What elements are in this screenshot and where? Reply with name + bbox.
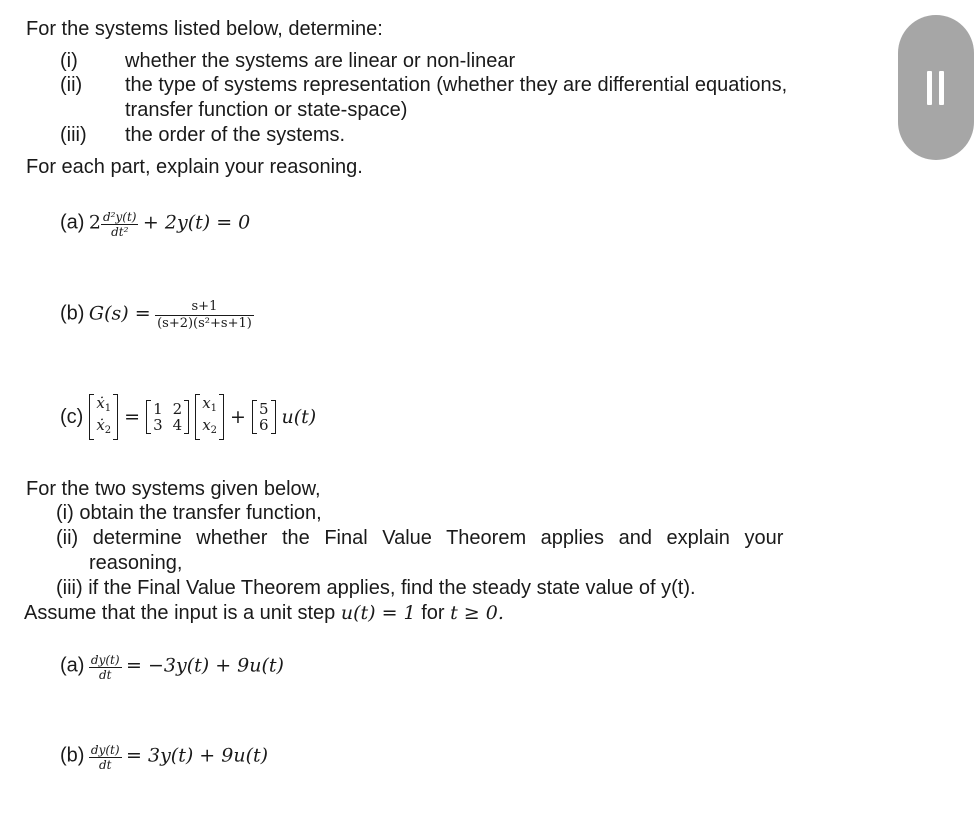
part2-heading: For the two systems given below,: [26, 478, 321, 500]
eq-1a-coef: 2: [88, 211, 101, 234]
eq-1a-num: d²y(t): [103, 210, 137, 224]
matrix-B: [252, 400, 276, 434]
eq-2b-fraction: [89, 743, 122, 772]
x2-sub: 2: [210, 425, 218, 436]
part2-item-1: (i) obtain the transfer function,: [56, 502, 322, 524]
eq-1c-label: (c): [60, 406, 84, 428]
eq-1c-input: u(t): [281, 406, 317, 428]
assume-prefix: Assume that the input is a unit step: [24, 602, 336, 624]
part2-assume: [24, 601, 504, 625]
assume-eq: u(t) = 1: [340, 602, 416, 624]
eq-1b-den: (s+2)(s²+s+1): [157, 316, 252, 331]
eq-2a-num: dy(t): [90, 653, 120, 667]
intro-item-text-2: the type of systems representation (whether they are differential equations,: [125, 74, 788, 96]
eq-2b: [60, 743, 268, 772]
matrix-A: [146, 400, 189, 434]
A22: 4: [172, 416, 183, 434]
eq-1b-num: s+1: [191, 299, 218, 314]
eq-1c-equals: =: [124, 406, 141, 428]
assume-for: for: [421, 602, 445, 624]
B1: 5: [258, 400, 269, 418]
eq-1a-rest: + 2y(t) = 0: [142, 211, 251, 234]
intro-item-num-2: (ii): [60, 74, 83, 96]
eq-2b-num: dy(t): [90, 743, 120, 757]
eq-2a-fraction: [89, 653, 122, 682]
intro-item-num-1: (i): [60, 50, 78, 72]
part2-item-2b: reasoning,: [89, 552, 183, 574]
eq-2b-label: (b): [60, 744, 85, 767]
scroll-handle[interactable]: [898, 15, 974, 160]
assume-cond: t ≥ 0.: [450, 602, 504, 624]
intro-item-text-2b: transfer function or state-space): [125, 99, 408, 121]
state-derivative-vector: ẋ$_1$ ẋ$_2$: [89, 394, 118, 440]
eq-1c-plus: +: [230, 406, 246, 428]
eq-2a-den: dt: [89, 667, 122, 682]
intro-item-text-3: the order of the systems.: [125, 124, 346, 146]
state-vector: [195, 394, 224, 440]
eq-2a-rhs: = −3y(t) + 9u(t): [126, 654, 284, 677]
eq-1a-label: (a): [60, 211, 85, 234]
eq-1a: [60, 210, 250, 239]
x1-sub: 1: [210, 403, 218, 414]
x1: x: [202, 394, 211, 412]
eq-1a-den: dt²: [101, 224, 138, 239]
xdot1-sub: 1: [104, 403, 112, 414]
eq-2a: [60, 653, 284, 682]
intro-item-num-3: (iii): [60, 124, 87, 146]
B2: 6: [258, 416, 269, 434]
eq-2a-label: (a): [60, 654, 85, 677]
eq-2b-rhs: = 3y(t) + 9u(t): [126, 744, 269, 767]
A21: 3: [153, 416, 163, 434]
intro-closing: For each part, explain your reasoning.: [26, 156, 363, 178]
eq-1b-fraction: [155, 299, 254, 332]
eq-2b-den: dt: [89, 757, 122, 772]
eq-1b-label: (b): [60, 302, 85, 325]
part2-item-2: (ii) determine whether the Final Value Theorem applies and explain your: [56, 527, 784, 549]
eq-1a-fraction: [101, 210, 138, 239]
eq-1b-lhs: G(s) =: [88, 302, 151, 325]
A11: 1: [153, 400, 163, 418]
intro-heading: For the systems listed below, determine:: [26, 18, 383, 40]
x2: x: [202, 416, 211, 434]
eq-1b: [60, 299, 254, 332]
A12: 2: [172, 400, 183, 418]
xdot2-sub: 2: [104, 425, 112, 436]
eq-1c: [60, 394, 316, 440]
intro-item-text-1: whether the systems are linear or non-linear: [125, 50, 516, 72]
part2-item-3: (iii) if the Final Value Theorem applies, find the steady state value of y(t).: [56, 577, 696, 599]
